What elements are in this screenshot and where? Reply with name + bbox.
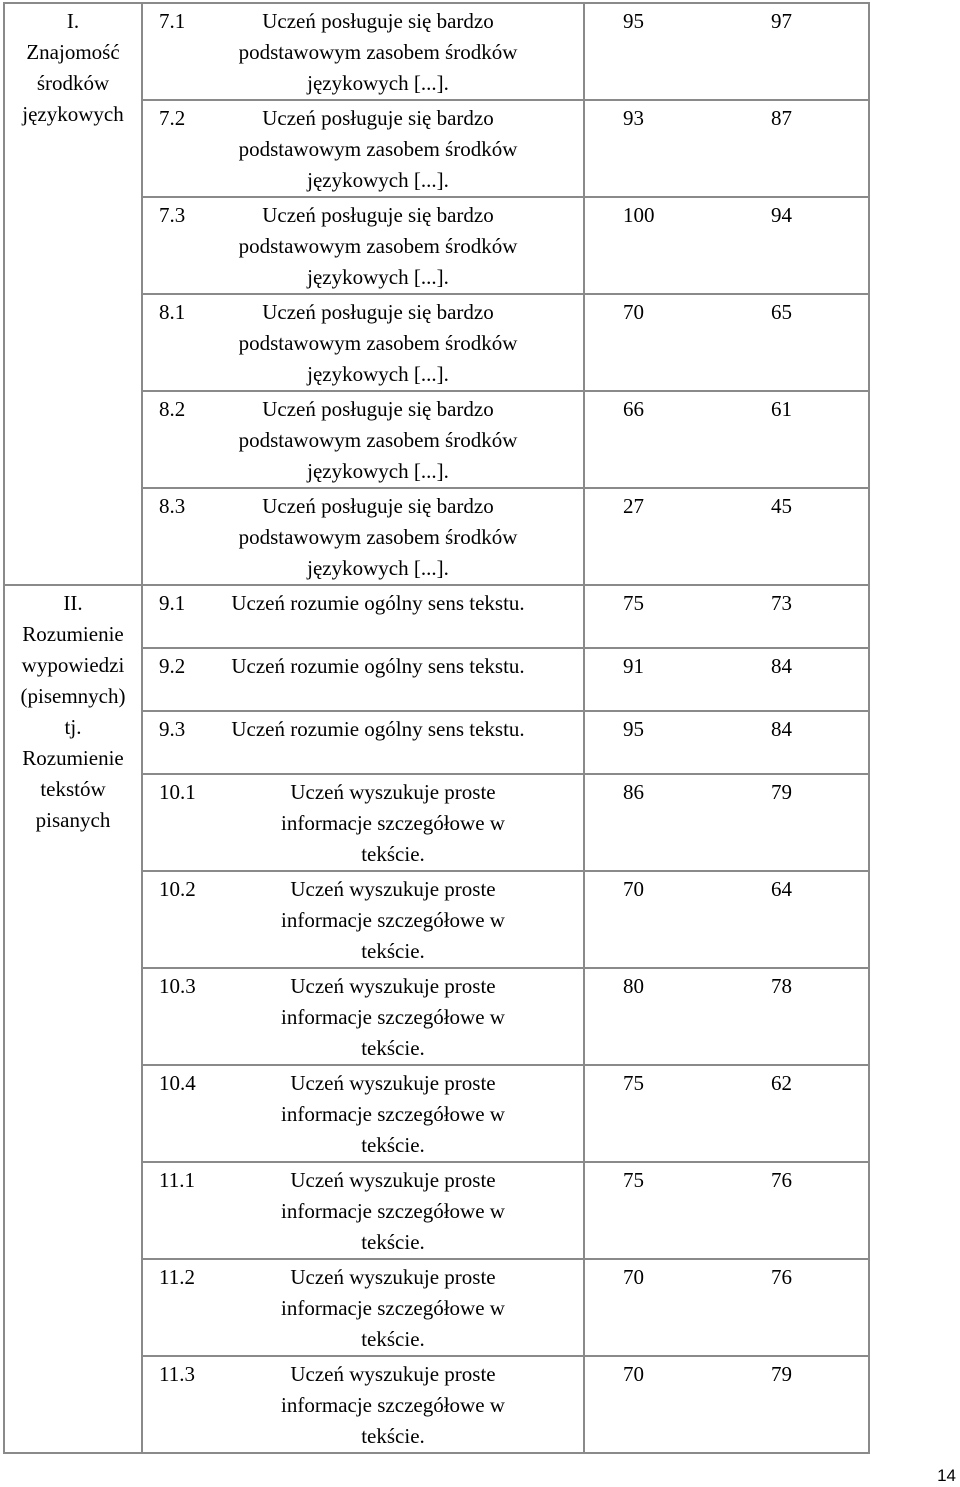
- requirement-code: 10.3: [159, 974, 196, 998]
- requirement-code: 7.1: [159, 9, 186, 33]
- requirement-description: Uczeń posługuje się bardzo podstawowym zasobem środków językowych [...].: [238, 300, 518, 386]
- requirement-description: Uczeń rozumie ogólny sens tekstu.: [231, 654, 525, 678]
- page-number: 14: [937, 1466, 956, 1485]
- score-cell: [584, 1356, 869, 1453]
- score-1: 93: [623, 106, 644, 130]
- score-1: 86: [623, 780, 644, 804]
- requirement-cell: [142, 391, 584, 488]
- requirement-code: 10.1: [159, 780, 196, 804]
- requirement-code: 9.2: [159, 654, 186, 678]
- category-line: wypowiedzi: [21, 653, 125, 677]
- score-2: 65: [771, 300, 792, 324]
- requirement-description: Uczeń wyszukuje proste informacje szczegółowe w tekście.: [281, 780, 505, 866]
- score-cell: [584, 1162, 869, 1259]
- score-cell: [584, 1065, 869, 1162]
- requirement-code: 9.3: [159, 717, 186, 741]
- score-1: 100: [623, 203, 655, 227]
- requirement-code: 11.2: [159, 1265, 195, 1289]
- score-2: 73: [771, 591, 792, 615]
- category-line: tekstów: [40, 777, 106, 801]
- requirement-cell: [142, 3, 584, 100]
- requirement-description: Uczeń wyszukuje proste informacje szczegółowe w tekście.: [281, 1362, 505, 1448]
- score-1: 66: [623, 397, 644, 421]
- category-line: językowych: [22, 102, 124, 126]
- score-2: 64: [771, 877, 792, 901]
- score-2: 84: [771, 717, 792, 741]
- requirement-code: 11.1: [159, 1168, 195, 1192]
- category-line: tj.: [64, 715, 82, 739]
- score-1: 75: [623, 1168, 644, 1192]
- requirement-description: Uczeń posługuje się bardzo podstawowym zasobem środków językowych [...].: [238, 106, 518, 192]
- score-1: 91: [623, 654, 644, 678]
- requirement-cell: [142, 197, 584, 294]
- requirement-cell: [142, 488, 584, 585]
- score-1: 70: [623, 1265, 644, 1289]
- score-2: 76: [771, 1265, 792, 1289]
- requirement-cell: [142, 968, 584, 1065]
- requirement-description: Uczeń posługuje się bardzo podstawowym zasobem środków językowych [...].: [238, 494, 518, 580]
- score-2: 79: [771, 780, 792, 804]
- requirement-description: Uczeń wyszukuje proste informacje szczegółowe w tekście.: [281, 974, 505, 1060]
- requirement-code: 8.2: [159, 397, 186, 421]
- category-line: środków: [36, 71, 110, 95]
- score-2: 84: [771, 654, 792, 678]
- score-1: 70: [623, 877, 644, 901]
- requirement-cell: [142, 100, 584, 197]
- requirement-code: 8.1: [159, 300, 186, 324]
- score-cell: [584, 968, 869, 1065]
- score-1: 75: [623, 591, 644, 615]
- requirement-code: 10.4: [159, 1071, 196, 1095]
- score-1: 75: [623, 1071, 644, 1095]
- score-1: 80: [623, 974, 644, 998]
- score-cell: [584, 294, 869, 391]
- score-1: 95: [623, 9, 644, 33]
- requirement-code: 9.1: [159, 591, 186, 615]
- category-line: II.: [63, 591, 83, 615]
- category-cell-2: [4, 585, 142, 1453]
- requirement-cell: [142, 1162, 584, 1259]
- results-table: [3, 2, 870, 1454]
- score-2: 87: [771, 106, 792, 130]
- requirement-description: Uczeń posługuje się bardzo podstawowym zasobem środków językowych [...].: [238, 9, 518, 95]
- requirement-cell: [142, 774, 584, 871]
- score-2: 94: [771, 203, 792, 227]
- requirement-code: 7.2: [159, 106, 186, 130]
- score-2: 76: [771, 1168, 792, 1192]
- requirement-code: 10.2: [159, 877, 196, 901]
- score-cell: [584, 1259, 869, 1356]
- score-cell: [584, 3, 869, 100]
- requirement-cell: [142, 711, 584, 774]
- score-cell: [584, 488, 869, 585]
- category-line: I.: [66, 9, 80, 33]
- requirement-description: Uczeń rozumie ogólny sens tekstu.: [231, 591, 525, 615]
- score-1: 70: [623, 300, 644, 324]
- category-line: Rozumienie: [22, 622, 124, 646]
- score-2: 79: [771, 1362, 792, 1386]
- score-cell: [584, 197, 869, 294]
- score-2: 62: [771, 1071, 792, 1095]
- requirement-description: Uczeń posługuje się bardzo podstawowym zasobem środków językowych [...].: [238, 397, 518, 483]
- requirement-cell: [142, 1065, 584, 1162]
- score-cell: [584, 585, 869, 648]
- requirement-description: Uczeń rozumie ogólny sens tekstu.: [231, 717, 525, 741]
- requirement-cell: [142, 1259, 584, 1356]
- table-row: [4, 3, 869, 100]
- score-cell: [584, 774, 869, 871]
- category-line: (pisemnych): [20, 684, 126, 708]
- requirement-cell: [142, 871, 584, 968]
- score-cell: [584, 391, 869, 488]
- category-line: pisanych: [35, 808, 111, 832]
- score-2: 45: [771, 494, 792, 518]
- requirement-cell: [142, 648, 584, 711]
- requirement-cell: [142, 1356, 584, 1453]
- score-cell: [584, 711, 869, 774]
- requirement-code: 8.3: [159, 494, 186, 518]
- category-cell-1: [4, 3, 142, 585]
- requirement-description: Uczeń wyszukuje proste informacje szczegółowe w tekście.: [281, 1265, 505, 1351]
- score-2: 97: [771, 9, 792, 33]
- requirement-code: 11.3: [159, 1362, 195, 1386]
- category-line: Rozumienie: [22, 746, 124, 770]
- requirement-cell: [142, 585, 584, 648]
- requirement-code: 7.3: [159, 203, 186, 227]
- score-1: 95: [623, 717, 644, 741]
- score-cell: [584, 100, 869, 197]
- score-1: 27: [623, 494, 644, 518]
- score-cell: [584, 648, 869, 711]
- requirement-description: Uczeń posługuje się bardzo podstawowym zasobem środków językowych [...].: [238, 203, 518, 289]
- requirement-description: Uczeń wyszukuje proste informacje szczegółowe w tekście.: [281, 1168, 505, 1254]
- score-cell: [584, 871, 869, 968]
- score-2: 78: [771, 974, 792, 998]
- score-2: 61: [771, 397, 792, 421]
- requirement-cell: [142, 294, 584, 391]
- requirement-description: Uczeń wyszukuje proste informacje szczegółowe w tekście.: [281, 1071, 505, 1157]
- category-line: Znajomość: [26, 40, 120, 64]
- table-row: [4, 585, 869, 648]
- score-1: 70: [623, 1362, 644, 1386]
- requirement-description: Uczeń wyszukuje proste informacje szczegółowe w tekście.: [281, 877, 505, 963]
